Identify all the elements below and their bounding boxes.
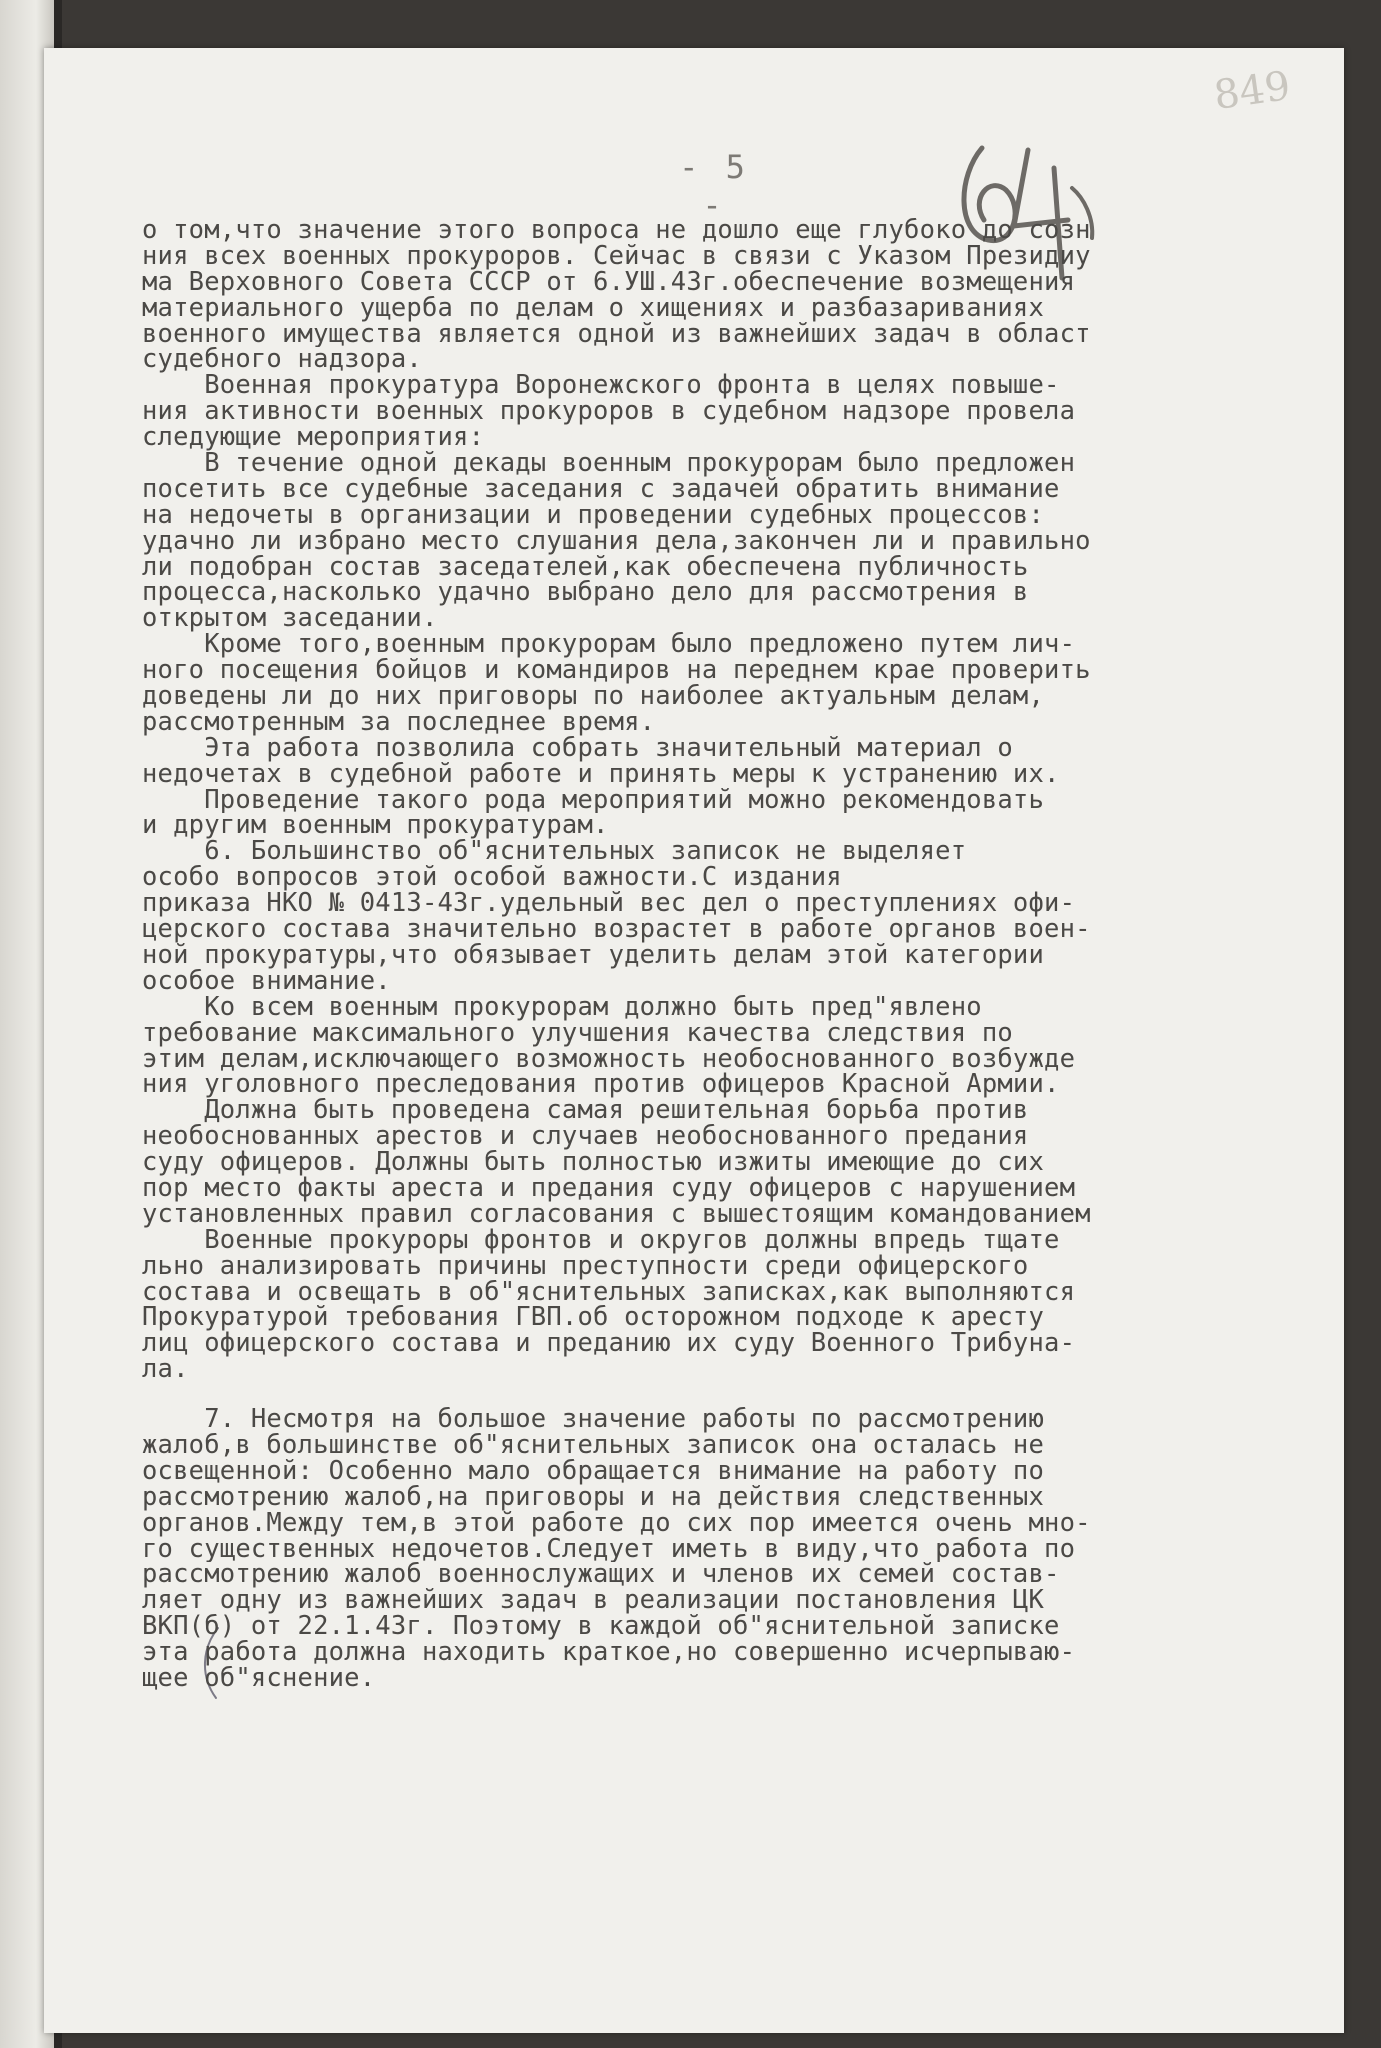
text-line: Должна быть проведена самая решительная борьба против — [142, 1098, 1029, 1125]
paragraph-spacer — [142, 1383, 1322, 1407]
text-line: установленных правил согласования с вышестоящим командованием — [142, 1201, 1091, 1228]
text-line: щее об"яснение. — [142, 1665, 376, 1692]
text-line: следующие мероприятия: — [142, 425, 485, 452]
text-line: особо вопросов этой особой важности.С издания — [142, 865, 842, 892]
text-line: пор место факты ареста и предания суду офицеров с нарушением — [142, 1175, 1076, 1202]
text-line: церского состава значительно возрастет в работе органов воен- — [142, 917, 1091, 943]
text-line: открытом заседании. — [142, 606, 438, 633]
text-line: особое внимание. — [142, 968, 391, 995]
text-line: доведены ли до них приговоры по наиболее актуальным делам, — [142, 684, 1045, 710]
text-line: лиц офицерского состава и преданию их суду Военного Трибуна- — [142, 1331, 1076, 1358]
text-line: ляет одну из важнейших задач в реализации постановления ЦК — [142, 1588, 1045, 1615]
text-line: удачно ли избрано место слушания дела,закончен ли и правильно — [142, 528, 1091, 555]
text-line: Проведение такого рода мероприятий можно рекомендовать — [142, 787, 1045, 814]
text-line: посетить все судебные заседания с задачей обратить внимание — [142, 476, 1060, 503]
text-line: материального ущерба по делам о хищениях и разбазариваниях — [142, 295, 1045, 322]
text-line: Военные прокуроры фронтов и округов должны впредь тщате — [142, 1227, 1060, 1254]
typed-text-body — [142, 218, 1322, 1692]
text-line: 6. Большинство об"яснительных записок не выделяет — [142, 839, 967, 866]
text-line: и другим военным прокуратурам. — [142, 813, 609, 840]
text-line: рассмотренным за последнее время. — [142, 709, 656, 736]
text-line: ния активности военных прокуроров в судебном надзоре провела — [142, 399, 1076, 426]
text-line: ния всех военных прокуроров. Сейчас в связи с Указом Президиу — [142, 243, 1091, 270]
text-line: суду офицеров. Должны быть полностью изжиты имеющие до сих — [142, 1150, 1045, 1176]
text-line: Ко всем военным прокурорам должно быть пред"явлено — [142, 994, 982, 1021]
text-line: о том,что значение этого вопроса не дошло еще глубоко до созн — [142, 218, 1091, 244]
text-line: ВКП(б) от 22.1.43г. Поэтому в каждой об"яснительной записке — [142, 1614, 1060, 1641]
text-line: освещенной: Особенно мало обращается внимание на работу по — [142, 1458, 1045, 1485]
text-line: рассмотрению жалоб военнослужащих и членов их семей состав- — [142, 1562, 1060, 1589]
text-line: Военная прокуратура Воронежского фронта в целях повыше- — [142, 373, 1060, 400]
page-number: - 5 - — [679, 148, 749, 224]
text-line: на недочеты в организации и проведении судебных процессов: — [142, 502, 1045, 529]
text-line: этим делам,исключающего возможность необоснованного возбужде — [142, 1046, 1076, 1073]
text-line: ния уголовного преследования против офицеров Красной Армии. — [142, 1072, 1060, 1099]
text-line: Кроме того,военным прокурорам было предложено путем лич- — [142, 632, 1076, 659]
text-line: ной прокуратуры,что обязывает уделить делам этой категории — [142, 942, 1045, 969]
text-line: судебного надзора. — [142, 347, 422, 374]
text-line: ли подобран состав заседателей,как обеспечена публичность — [142, 554, 1029, 581]
text-line: приказа НКО № 0413-43г.удельный вес дел о преступлениях офи- — [142, 891, 1076, 918]
text-line: В течение одной декады военным прокурорам было предложен — [142, 451, 1076, 477]
text-line: льно анализировать причины преступности среди офицерского — [142, 1253, 1029, 1280]
text-line: ного посещения бойцов и командиров на переднем крае проверить — [142, 658, 1091, 685]
text-line: органов.Между тем,в этой работе до сих пор имеется очень мно- — [142, 1510, 1091, 1537]
paragraph — [142, 218, 1322, 373]
text-line: процесса,насколько удачно выбрано дело для рассмотрения в — [142, 580, 1029, 607]
text-line: состава и освещать в об"яснительных записках,как выполняются — [142, 1279, 1076, 1306]
archive-stamp: 849 — [1211, 62, 1294, 120]
text-line: Прокуратурой требования ГВП.об осторожном подходе к аресту — [142, 1305, 1045, 1332]
paragraph — [142, 1407, 1322, 1692]
paragraph — [142, 373, 1322, 1383]
text-line: рассмотрению жалоб,на приговоры и на действия следственных — [142, 1484, 1045, 1511]
text-line: требование максимального улучшения качества следствия по — [142, 1020, 1013, 1047]
text-line: жалоб,в большинстве об"яснительных записок она осталась не — [142, 1432, 1045, 1459]
text-line: ма Верховного Совета СССР от 6.УШ.43г.обеспечение возмещения — [142, 269, 1076, 296]
text-line: го существенных недочетов.Следует иметь в виду,что работа по — [142, 1536, 1076, 1563]
text-line: эта работа должна находить краткое,но совершенно исчерпываю- — [142, 1640, 1076, 1666]
text-line: необоснованных арестов и случаев необоснованного предания — [142, 1124, 1029, 1151]
text-line: недочетах в судебной работе и принять меры к устранению их. — [142, 761, 1060, 788]
text-line: 7. Несмотря на большое значение работы по рассмотрению — [142, 1407, 1045, 1433]
text-line: ла. — [142, 1357, 189, 1384]
text-line: военного имущества является одной из важнейших задач в област — [142, 321, 1091, 348]
text-line: Эта работа позволила собрать значительный материал о — [142, 735, 1013, 762]
